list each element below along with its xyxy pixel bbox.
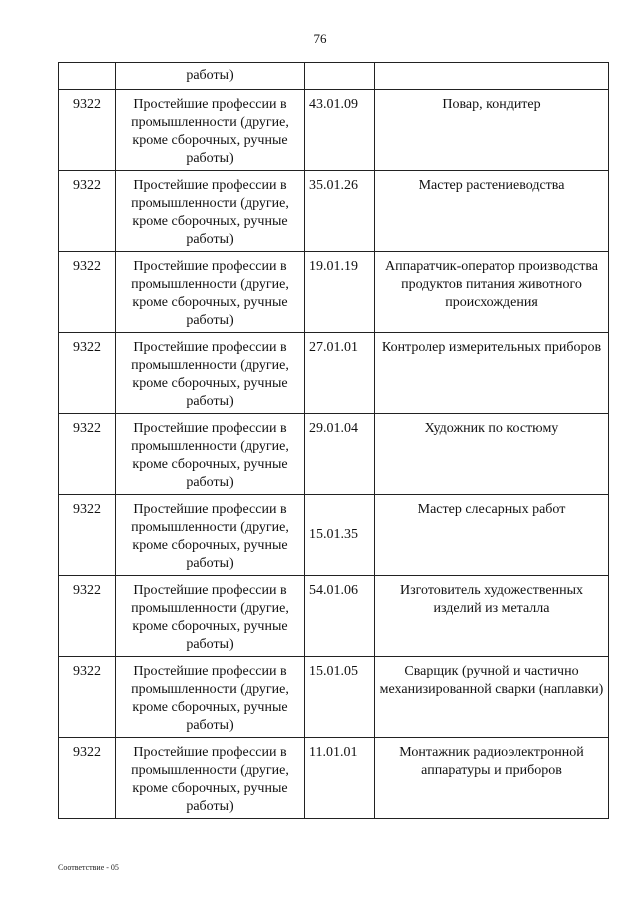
cell-profession-number: 29.01.04 bbox=[305, 414, 375, 495]
cell-occupation-name: Простейшие профессии в промышленности (другие, кроме сборочных, ручные работы) bbox=[116, 171, 305, 252]
cell-code: 9322 bbox=[59, 414, 116, 495]
table-row bbox=[59, 414, 609, 495]
cell-occupation-name: Простейшие профессии в промышленности (другие, кроме сборочных, ручные работы) bbox=[116, 576, 305, 657]
cell-code: 9322 bbox=[59, 90, 116, 171]
cell-profession: Сварщик (ручной и частично механизированной сварки (наплавки) bbox=[375, 657, 609, 738]
cell-profession: Аппаратчик-оператор производства продуктов питания животного происхождения bbox=[375, 252, 609, 333]
cell-profession: Повар, кондитер bbox=[375, 90, 609, 171]
cell-profession: Монтажник радиоэлектронной аппаратуры и приборов bbox=[375, 738, 609, 819]
cell-profession: Мастер слесарных работ bbox=[375, 495, 609, 576]
table-row bbox=[59, 90, 609, 171]
cell-profession-number: 35.01.26 bbox=[305, 171, 375, 252]
cell-occupation-name: Простейшие профессии в промышленности (другие, кроме сборочных, ручные работы) bbox=[116, 495, 305, 576]
table-row-continuation bbox=[59, 63, 609, 90]
cell-profession: Мастер растениеводства bbox=[375, 171, 609, 252]
cell-code: 9322 bbox=[59, 576, 116, 657]
cell-occupation-name: Простейшие профессии в промышленности (другие, кроме сборочных, ручные работы) bbox=[116, 657, 305, 738]
cell-occupation-name: Простейшие профессии в промышленности (другие, кроме сборочных, ручные работы) bbox=[116, 414, 305, 495]
table-row bbox=[59, 576, 609, 657]
cell-code: 9322 bbox=[59, 333, 116, 414]
cell-profession-number: 27.01.01 bbox=[305, 333, 375, 414]
cell-profession: Изготовитель художественных изделий из металла bbox=[375, 576, 609, 657]
table-row bbox=[59, 171, 609, 252]
cell-profession-number: 15.01.05 bbox=[305, 657, 375, 738]
professions-table bbox=[58, 62, 609, 819]
cell-occupation-name: работы) bbox=[116, 63, 305, 90]
cell-profession: Контролер измерительных приборов bbox=[375, 333, 609, 414]
cell-profession-number: 19.01.19 bbox=[305, 252, 375, 333]
cell-occupation-name: Простейшие профессии в промышленности (другие, кроме сборочных, ручные работы) bbox=[116, 333, 305, 414]
cell-code: 9322 bbox=[59, 738, 116, 819]
table-row bbox=[59, 333, 609, 414]
cell-profession bbox=[375, 63, 609, 90]
cell-profession-number: 43.01.09 bbox=[305, 90, 375, 171]
cell-profession-number: 54.01.06 bbox=[305, 576, 375, 657]
cell-occupation-name: Простейшие профессии в промышленности (другие, кроме сборочных, ручные работы) bbox=[116, 738, 305, 819]
cell-profession-number: 15.01.35 bbox=[305, 495, 375, 576]
cell-code: 9322 bbox=[59, 495, 116, 576]
table-row bbox=[59, 252, 609, 333]
cell-occupation-name: Простейшие профессии в промышленности (другие, кроме сборочных, ручные работы) bbox=[116, 90, 305, 171]
table-row bbox=[59, 495, 609, 576]
table-row bbox=[59, 738, 609, 819]
cell-code: 9322 bbox=[59, 171, 116, 252]
footer-note: Соответствие - 05 bbox=[58, 863, 119, 872]
cell-code: 9322 bbox=[59, 657, 116, 738]
cell-code: 9322 bbox=[59, 252, 116, 333]
cell-profession-number bbox=[305, 63, 375, 90]
cell-profession-number: 11.01.01 bbox=[305, 738, 375, 819]
cell-profession: Художник по костюму bbox=[375, 414, 609, 495]
table-row bbox=[59, 657, 609, 738]
cell-code bbox=[59, 63, 116, 90]
cell-occupation-name: Простейшие профессии в промышленности (другие, кроме сборочных, ручные работы) bbox=[116, 252, 305, 333]
page-number: 76 bbox=[313, 31, 327, 46]
